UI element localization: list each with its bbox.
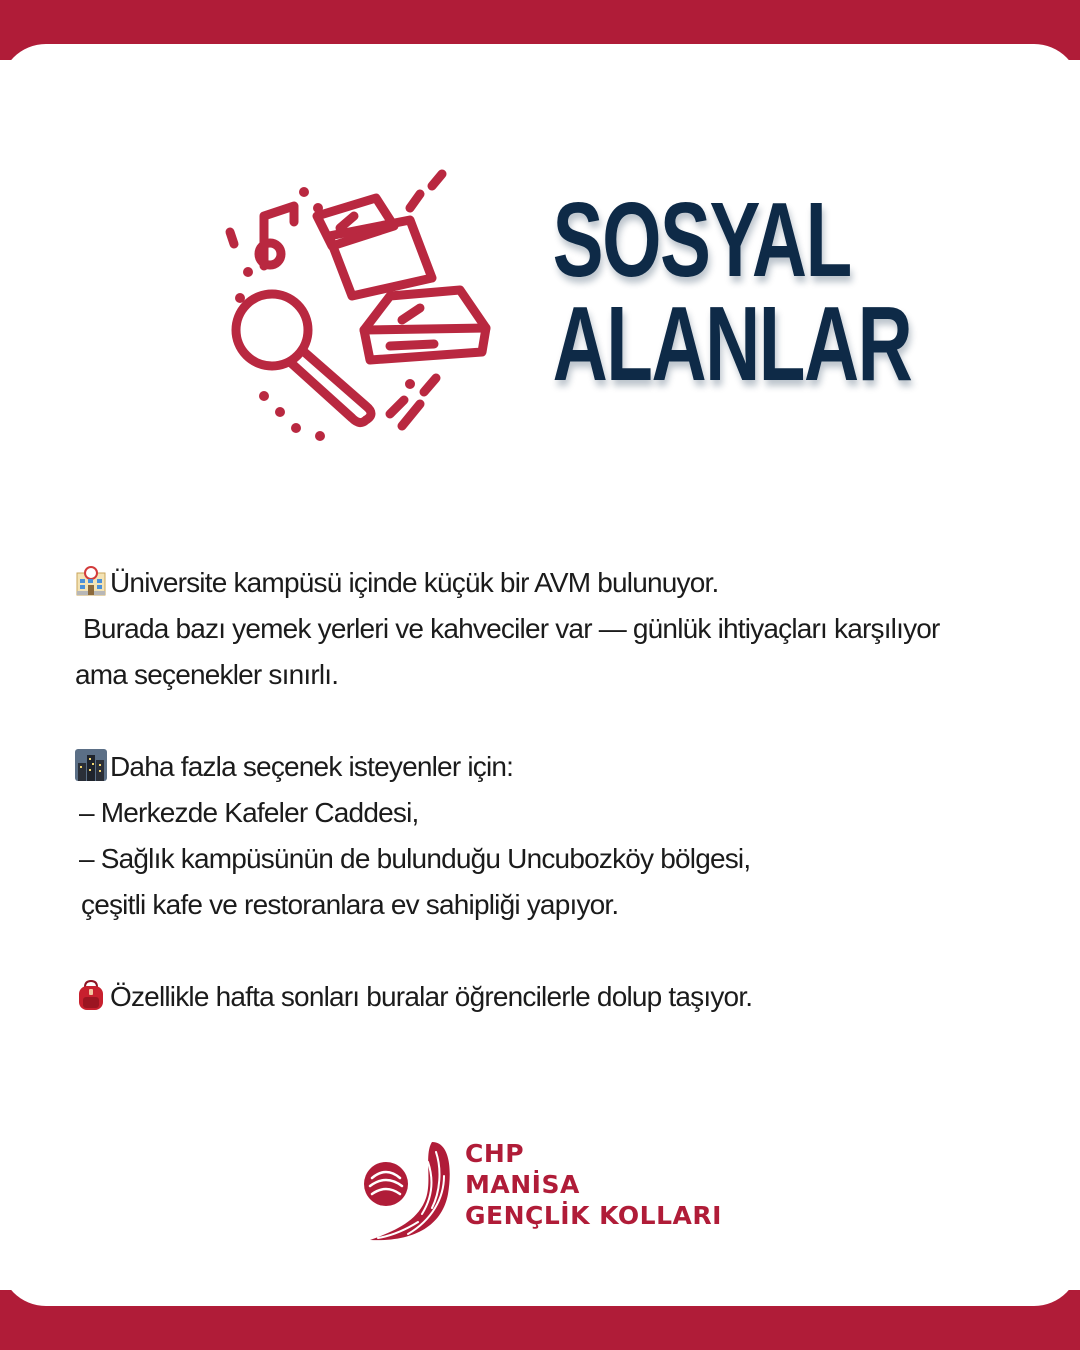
paragraph-3-line-1 [75, 974, 1025, 1020]
paragraph-3-text: Özellikle hafta sonları buralar öğrencilerle dolup taşıyor. [110, 981, 753, 1012]
paragraph-2-line-3: – Sağlık kampüsünün de bulunduğu Uncubozköy bölgesi, [79, 843, 751, 874]
paragraph-1-line-1 [75, 560, 1025, 606]
logo-text [465, 1138, 722, 1231]
logo-line-2: MANİSA [465, 1170, 580, 1199]
karaoke-party-icon [224, 168, 496, 446]
building-icon [75, 565, 107, 597]
logo-line-3: GENÇLİK KOLLARI [465, 1201, 722, 1230]
title-line-2: ALANLAR [552, 285, 912, 403]
paragraph-spacer [75, 698, 1025, 744]
logo-line-1: CHP [465, 1139, 525, 1168]
paragraph-2-line-4: çeşitli kafe ve restoranlara ev sahipliği yapıyor. [81, 889, 619, 920]
paragraph-2-text: Daha fazla seçenek isteyenler için: [110, 751, 514, 782]
backpack-icon [75, 979, 107, 1011]
body-text [75, 560, 1025, 1020]
paragraph-1-line-3: ama seçenekler sınırlı. [75, 659, 339, 690]
title-line-1: SOSYAL [552, 181, 851, 299]
chp-fingerprint-mark-icon [362, 1136, 452, 1244]
paragraph-2-line-2: – Merkezde Kafeler Caddesi, [79, 797, 419, 828]
paragraph-spacer [75, 928, 1025, 974]
cityscape-icon [75, 749, 107, 781]
paragraph-1-line-2: Burada bazı yemek yerleri ve kahveciler var — günlük ihtiyaçları karşılıyor [83, 613, 940, 644]
chp-logo [362, 1132, 722, 1247]
page-title [552, 181, 912, 403]
paragraph-1-text: Üniversite kampüsü içinde küçük bir AVM bulunuyor. [110, 567, 719, 598]
paragraph-2-line-1 [75, 744, 1025, 790]
